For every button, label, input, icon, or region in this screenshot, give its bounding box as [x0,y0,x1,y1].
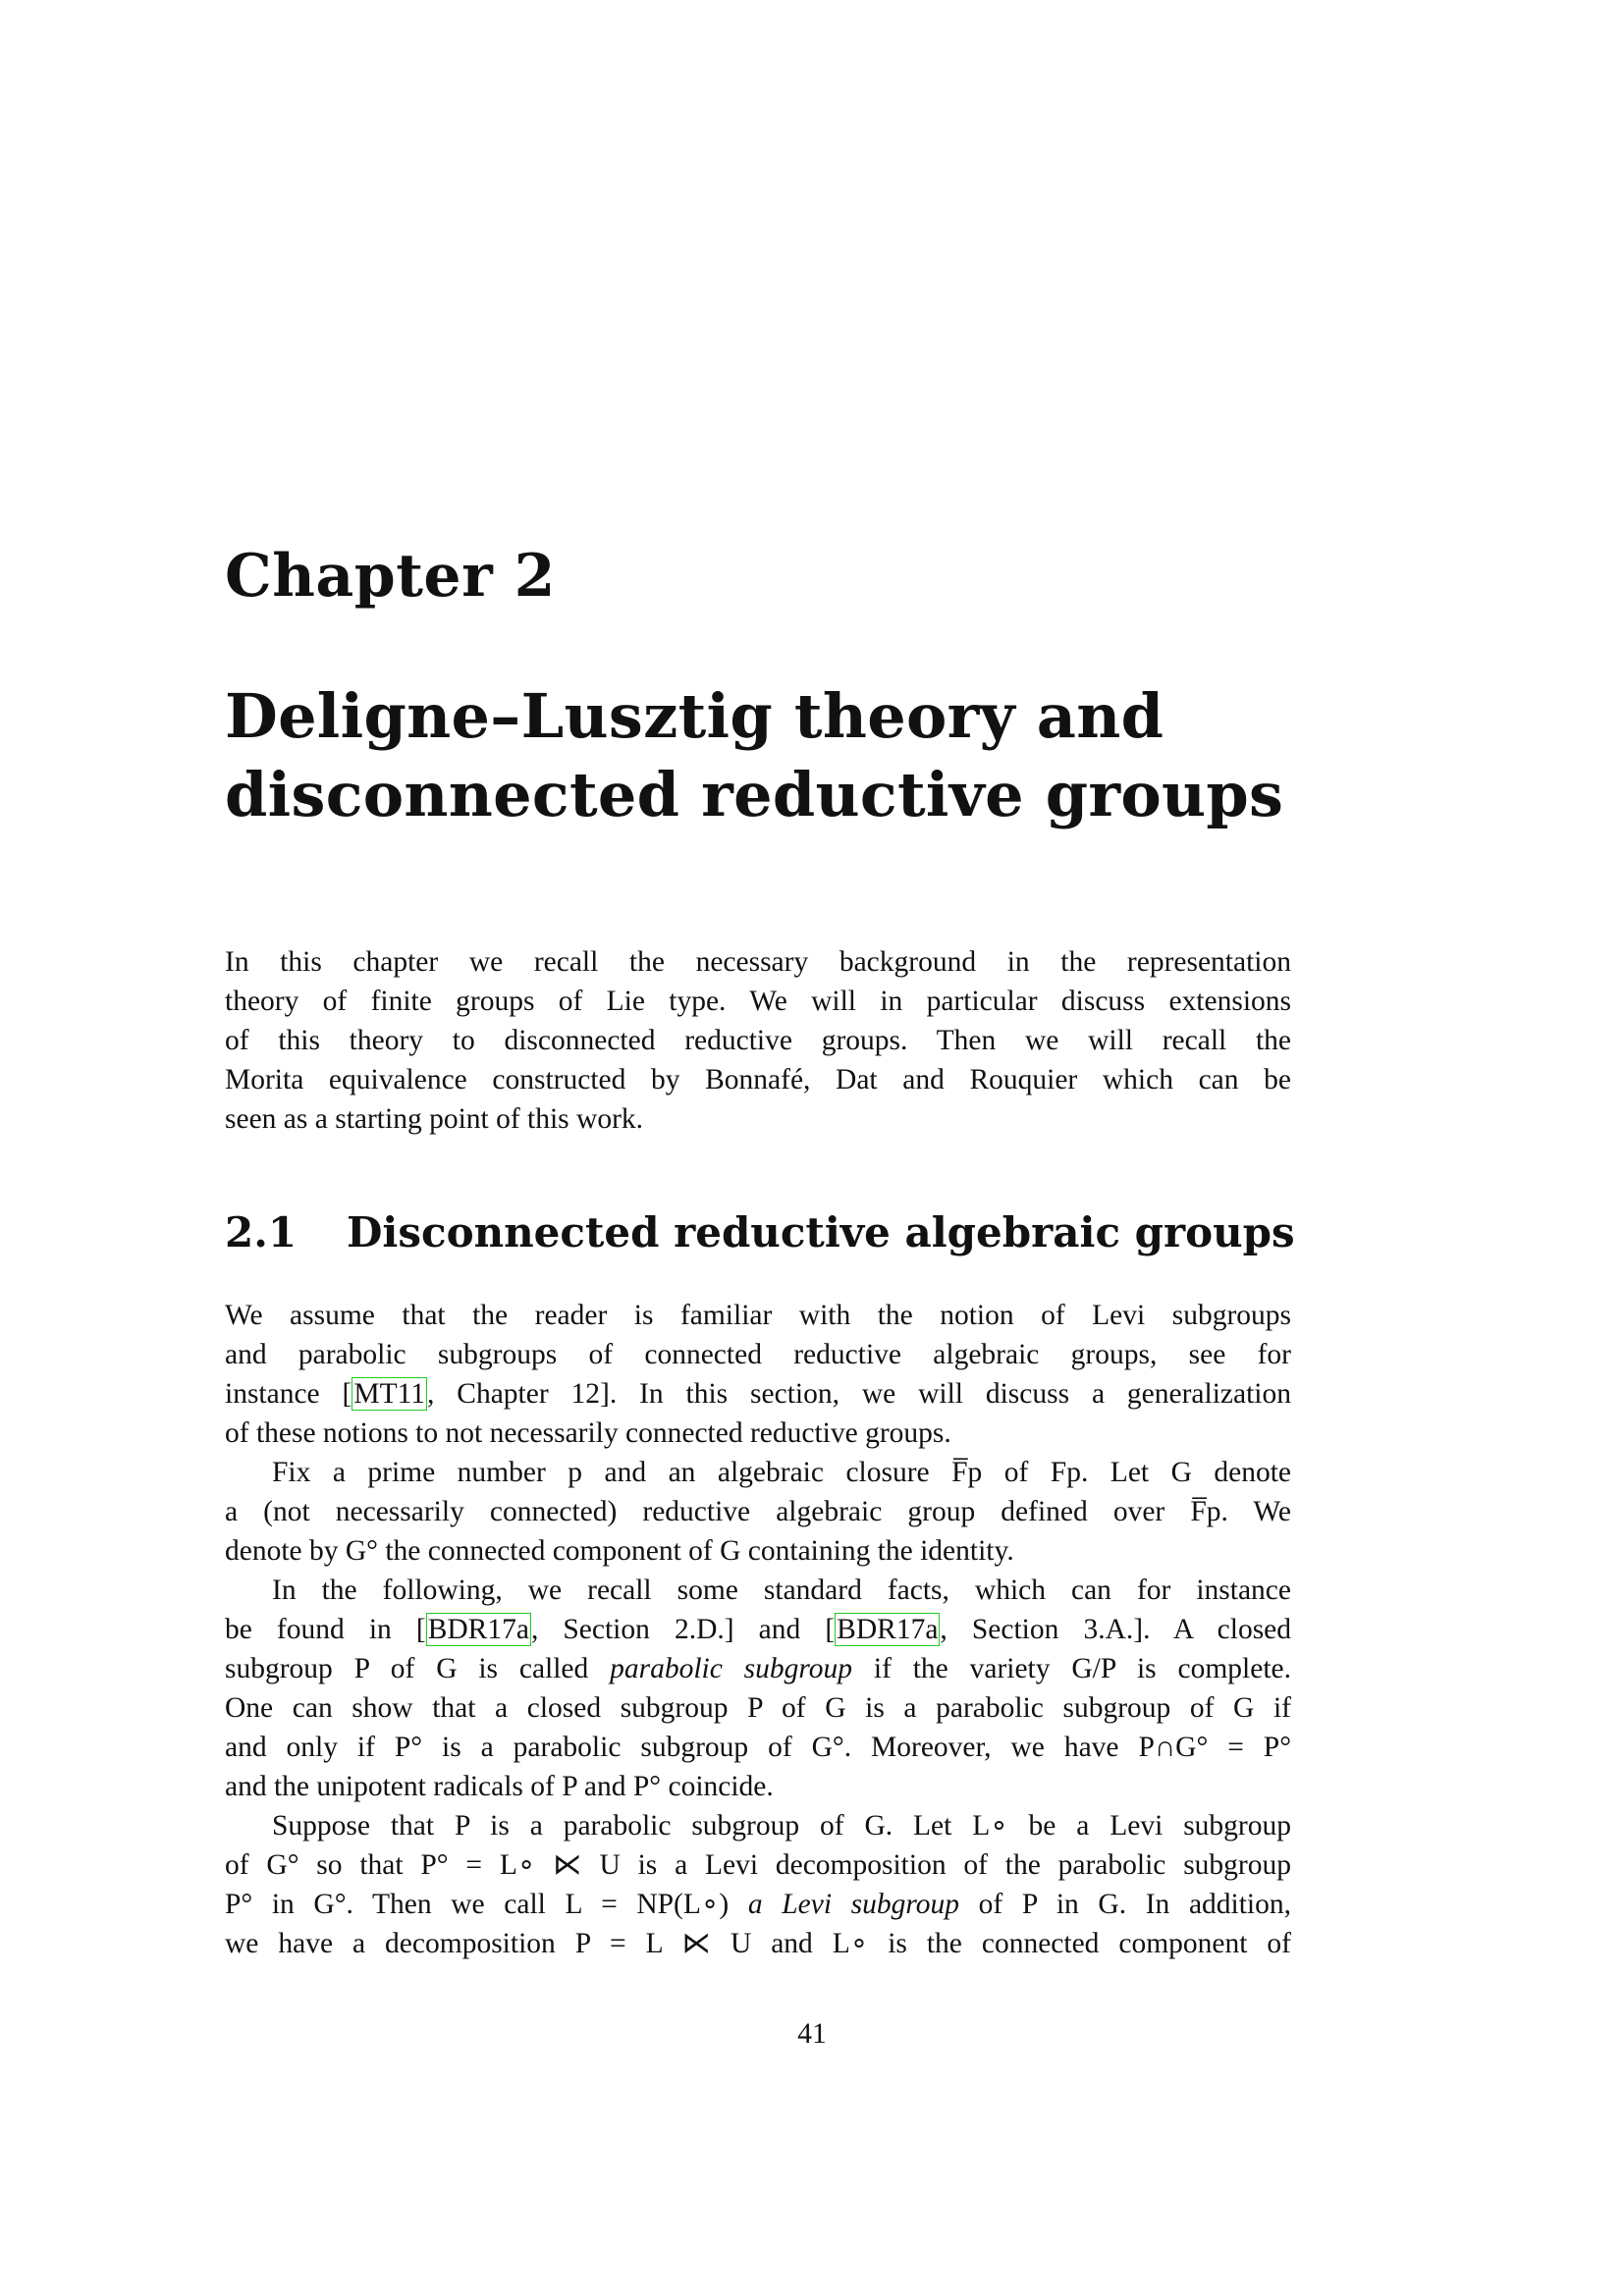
emphasis-term: parabolic subgroup [610,1653,853,1684]
paragraph-line [225,1649,1291,1688]
paragraph-line: and only if P° is a parabolic subgroup of G°. Moreover, we have P∩G° = P° [225,1732,1291,1763]
body-paragraph-3 [225,1571,1291,1806]
text-run: subgroup P of G is called [225,1653,611,1684]
paragraph-line: In the following, we recall some standard facts, which can for instance [272,1575,1291,1606]
emphasis-term: a Levi subgroup [747,1889,960,1920]
paragraph-line: of G° so that P° = L∘ ⋉ U is a Levi decomposition of the parabolic subgroup [225,1849,1291,1881]
section-number: 2.1 [225,1208,298,1256]
paragraph-line [225,1885,1291,1924]
text-run: of P in G. In addition, [959,1889,1291,1920]
paragraph-line: and the unipotent radicals of P and P° coincide. [225,1771,774,1802]
body-paragraph-2 [225,1453,1291,1571]
intro-line: of this theory to disconnected reductive groups. Then we will recall the [225,1025,1291,1056]
intro-line: theory of finite groups of Lie type. We will in particular discuss extensions [225,986,1291,1017]
paragraph-line: instance [MT11, Chapter 12]. In this section, we will discuss a generalization [225,1378,1291,1410]
chapter-title [225,677,1325,834]
chapter-title-line-2: disconnected reductive groups [225,759,1284,830]
section-heading [225,1205,1295,1260]
intro-line: Morita equivalence constructed by Bonnafé, Dat and Rouquier which can be [225,1064,1291,1095]
text-run: be found in [ [225,1614,426,1645]
intro-paragraph [225,942,1291,1139]
citation-link-bdr17a[interactable]: BDR17a [837,1614,939,1645]
text-run: P° in G°. Then we call L = NP(L∘) [225,1889,748,1920]
text-run: , Section 3.A.]. A closed [940,1614,1292,1645]
text-run: if the variety G/P is complete. [852,1653,1291,1684]
paragraph-line [225,1610,1291,1649]
chapter-title-line-1: Deligne–Lusztig theory and [225,680,1164,752]
paragraph-line: and parabolic subgroups of connected reductive algebraic groups, see for [225,1339,1291,1370]
paragraph-line: We assume that the reader is familiar with the notion of Levi subgroups [225,1300,1291,1331]
paragraph-line: denote by G° the connected component of G containing the identity. [225,1535,1014,1567]
paragraph-line: of these notions to not necessarily connected reductive groups. [225,1417,951,1449]
paragraph-line: we have a decomposition P = L ⋉ U and L∘ is the connected component of [225,1928,1291,1959]
text-run: , Chapter 12]. In this section, we will discuss a generalization [427,1378,1291,1410]
citation-link-mt11[interactable]: MT11 [353,1378,426,1410]
text-run: instance [225,1378,343,1410]
chapter-label: Chapter 2 [225,542,556,611]
body-paragraph-1 [225,1296,1291,1453]
citation-link-bdr17a[interactable]: BDR17a [427,1614,529,1645]
text-run: , Section 2.D.] and [ [530,1614,836,1645]
paragraph-line: One can show that a closed subgroup P of G is a parabolic subgroup of G if [225,1692,1291,1724]
section-title: Disconnected reductive algebraic groups [347,1208,1295,1256]
body-paragraph-4 [225,1806,1291,1963]
paragraph-line: Fix a prime number p and an algebraic closure F̅p of Fp. Let G denote [272,1457,1291,1488]
paragraph-line: Suppose that P is a parabolic subgroup of G. Let L∘ be a Levi subgroup [272,1810,1291,1842]
paragraph-line: a (not necessarily connected) reductive algebraic group defined over F̅p. We [225,1496,1291,1527]
page-number: 41 [797,2018,827,2050]
intro-line: In this chapter we recall the necessary background in the representation [225,946,1291,978]
intro-line: seen as a starting point of this work. [225,1103,644,1135]
